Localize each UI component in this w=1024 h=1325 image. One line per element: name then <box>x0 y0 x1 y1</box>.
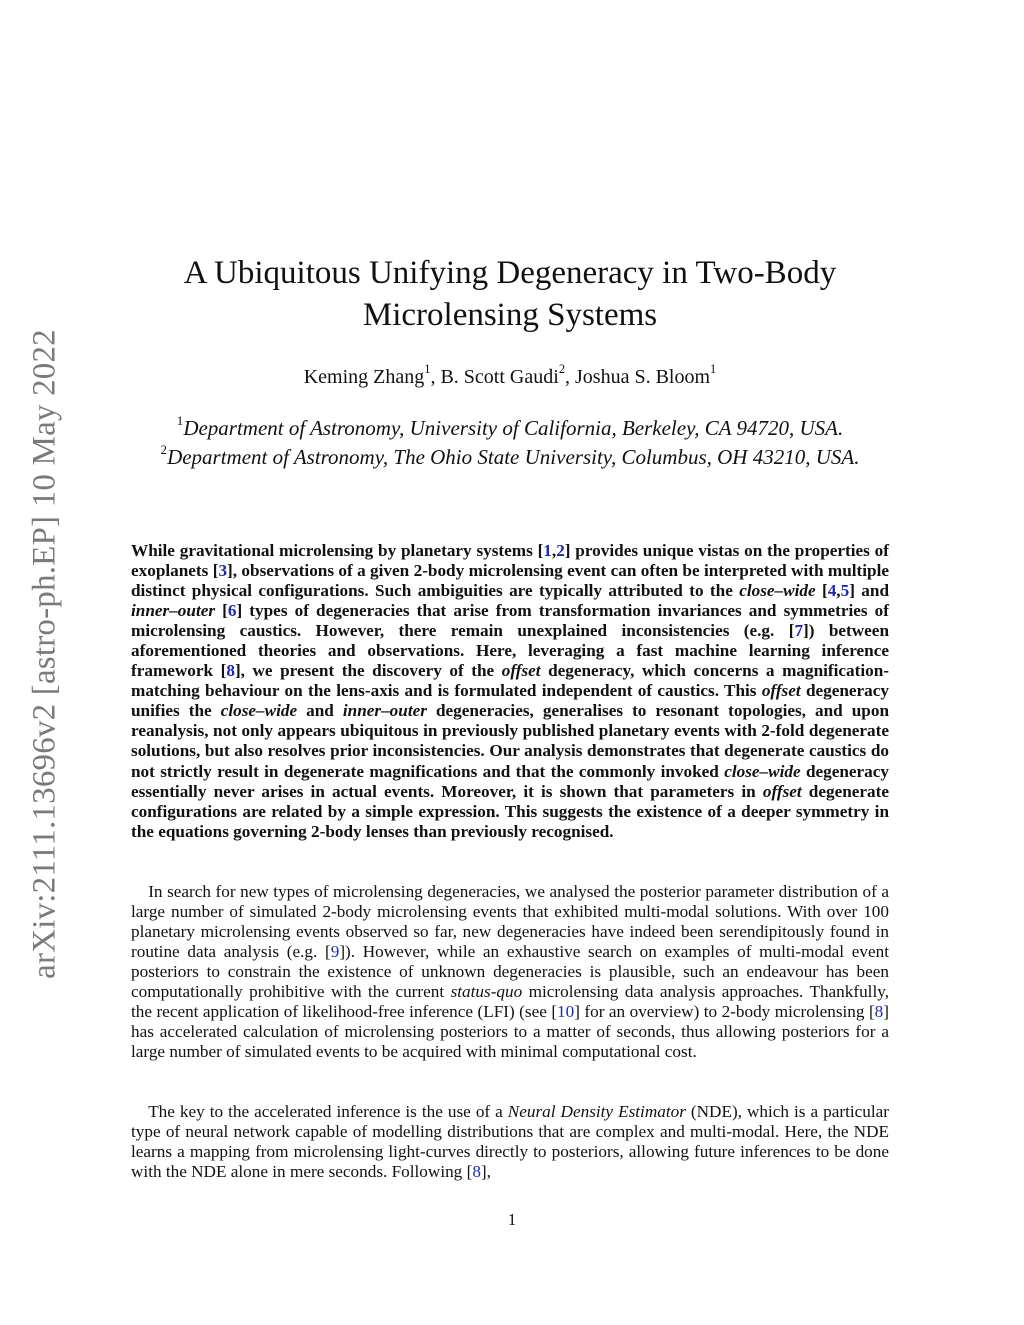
affiliation-list <box>128 414 892 472</box>
citation-link[interactable]: 8 <box>472 1162 481 1181</box>
citation-link[interactable]: 2 <box>556 541 565 560</box>
citation-link[interactable]: 3 <box>218 561 228 581</box>
affiliation-text: Department of Astronomy, University of California, Berkeley, CA 94720, USA. <box>183 416 844 440</box>
author-name: B. Scott Gaudi <box>440 366 559 388</box>
author-affiliation-mark: 2 <box>558 362 566 377</box>
author-name: Keming Zhang <box>303 366 425 388</box>
affiliation-line <box>128 443 892 472</box>
title-line-2: Microlensing Systems <box>362 297 658 333</box>
arxiv-identifier: arXiv:2111.13696v2 [astro-ph.EP] 10 May 2022 <box>26 329 63 979</box>
affiliation-line <box>128 414 892 443</box>
author-list: Keming Zhang$^1$, B. Scott Gaudi$^2$, Joshua S. Bloom$^1$ <box>303 362 717 388</box>
citation-link[interactable]: 6 <box>227 601 237 621</box>
citation-link[interactable]: 4 <box>827 581 837 601</box>
author-affiliation-mark: 1 <box>424 362 431 377</box>
author-name: Joshua S. Bloom <box>575 366 711 388</box>
author-affiliation-mark: 1 <box>710 362 717 377</box>
affiliation-mark: 2 <box>160 442 168 458</box>
citation-link[interactable]: 7 <box>794 621 804 641</box>
citation-link[interactable]: 10 <box>557 1002 575 1021</box>
arxiv-sidebar <box>22 320 68 988</box>
citation-link[interactable]: 9 <box>330 942 340 961</box>
citation-link[interactable]: 1 <box>543 541 552 560</box>
affiliation-text: Department of Astronomy, The Ohio State University, Columbus, OH 43210, USA. <box>167 445 860 469</box>
body-paragraph-2: The key to the accelerated inference is the use of a Neural Density Estimator (NDE), which is a particular type of neural network capable of modelling distributions that are complex and multi-modal. Here, the NDE learns a mapping from microlensing light-curves directly to posteriors, allowing future inferences to be done with the NDE alone in mere seconds. Following [8], <box>131 1102 889 1181</box>
title-line-1: A Ubiquitous Unifying Degeneracy in Two-Body <box>183 255 837 291</box>
paper-title <box>130 252 890 336</box>
citation-link[interactable]: 8 <box>226 661 235 681</box>
abstract: While gravitational microlensing by planetary systems [1,2] provides unique vistas on the properties of exoplanets [3], observations of a given 2-body microlensing event can often be interpreted with multiple distinct physical configurations. Such ambiguities are typically attributed to the close–wide [4,5] and inner–outer [6] types of degeneracies that arise from transformation invariances and symmetries of microlensing caustics. However, there remain unexplained inconsistencies (e.g. [7]) between aforementioned theories and observations. Here, leveraging a fast machine learning inference framework [8], we present the discovery of the offset degeneracy, which concerns a magnification-matching behaviour on the lens-axis and is formulated independent of caustics. This offset degeneracy unifies the close–wide and inner–outer degeneracies, generalises to resonant topologies, and upon reanalysis, not only appears ubiquitous in previously published planetary events with 2-fold degenerate solutions, but also resolves prior inconsistencies. Our analysis demonstrates that degenerate caustics do not strictly result in degenerate magnifications and that the commonly invoked close–wide degeneracy essentially never arises in actual events. Moreover, it is shown that parameters in offset degenerate configurations are related by a simple expression. This suggests the existence of a deeper symmetry in the equations governing 2-body lenses than previously recognised. <box>131 541 890 841</box>
body-paragraph-1: In search for new types of microlensing degeneracies, we analysed the posterior parameter distribution of a large number of simulated 2-body microlensing events that exhibited multi-modal solutions. With over 100 planetary microlensing events observed so far, new degeneracies have indeed been serendipitously found in routine data analysis (e.g. [9]). However, while an exhaustive search on examples of multi-modal event posteriors to constrain the existence of unknown degeneracies is plausible, such an endeavour has been computationally prohibitive with the current status-quo microlensing data analysis approaches. Thankfully, the recent application of likelihood-free inference (LFI) (see [10] for an overview) to 2-body microlensing [8] has accelerated calculation of microlensing posteriors to a matter of seconds, thus allowing posteriors for a large number of simulated events to be acquired with minimal computational cost. <box>131 882 890 1061</box>
page-number: 1 <box>507 1210 517 1229</box>
citation-link[interactable]: 8 <box>874 1002 884 1021</box>
citation-link[interactable]: 5 <box>840 581 850 601</box>
affiliation-mark: 1 <box>176 413 184 429</box>
